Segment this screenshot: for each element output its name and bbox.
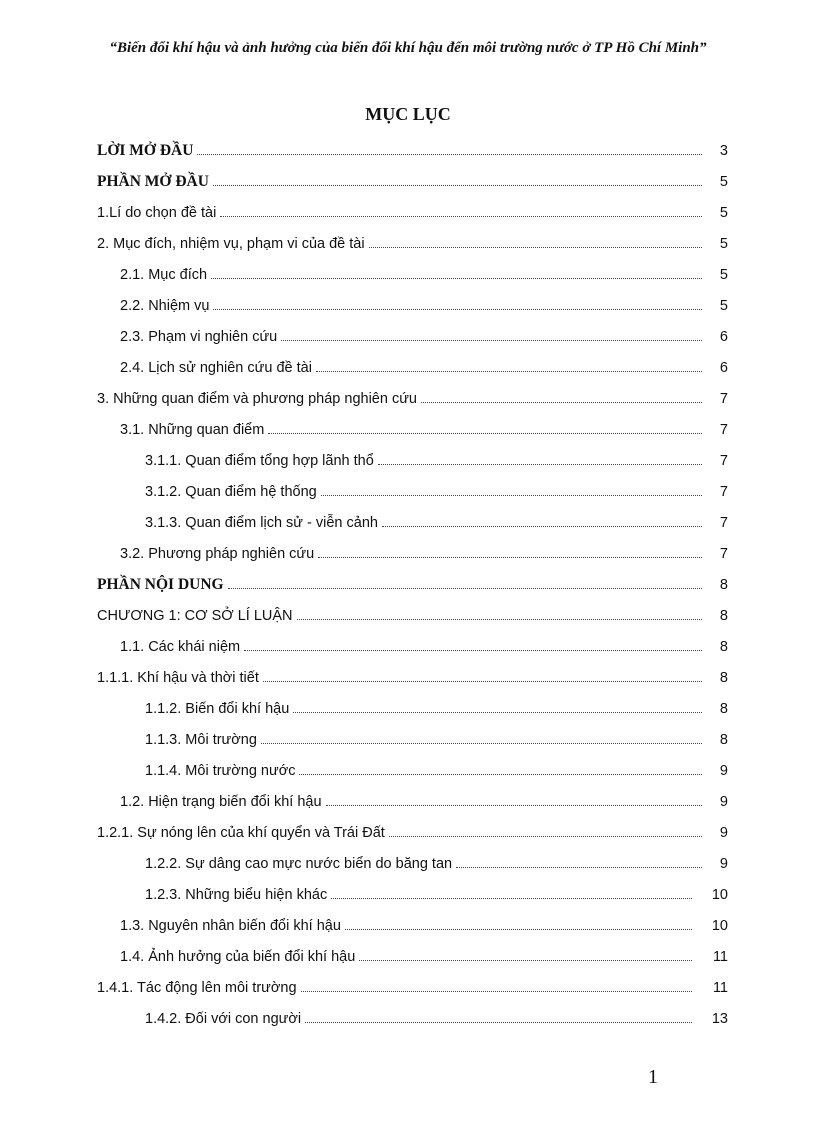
toc-entry [145,756,728,780]
toc-entry-page: 9 [719,794,728,810]
toc-entry-page: 9 [719,856,728,872]
toc-entry-page: 6 [719,360,728,376]
toc-entry-page: 7 [719,484,728,500]
toc-entry-page: 5 [719,205,728,221]
toc-entry-label: 2.3. Phạm vi nghiên cứu [120,329,278,345]
toc-leader-dots [299,774,702,775]
toc-leader-dots [318,557,702,558]
toc-entry-page: 7 [719,515,728,531]
toc-leader-dots [297,619,702,620]
toc-leader-dots [281,340,702,341]
toc-entry [145,508,728,532]
toc-entry-label: 1.4.2. Đối với con người [145,1011,302,1027]
toc-entry [97,601,728,625]
toc-leader-dots [345,929,692,930]
toc-leader-dots [261,743,702,744]
toc-entry-page: 5 [719,267,728,283]
toc-leader-dots [359,960,692,961]
toc-entry-label: 1.2. Hiện trạng biến đổi khí hậu [120,794,322,810]
toc-entry-page: 8 [719,577,728,593]
toc-entry-page: 5 [719,298,728,314]
toc-entry-page: 11 [712,949,728,965]
toc-title: MỤC LỤC [365,104,451,124]
toc-entry-label: 1.1. Các khái niệm [120,639,241,655]
toc-entry [97,570,728,594]
toc-entry-label: 3.1.3. Quan điểm lịch sử - viễn cảnh [145,515,378,531]
toc-entry-label: 1.1.4. Môi trường nước [145,763,296,779]
toc-entry-page: 7 [719,422,728,438]
toc-leader-dots [389,836,702,837]
toc-entry-label: 1.Lí do chọn đề tài [97,205,217,221]
toc-entry-label: 1.2.2. Sự dâng cao mực nước biển do băng tan [145,856,453,872]
toc-entry [97,229,728,253]
toc-entry-page: 5 [719,236,728,252]
toc-entry [97,973,728,997]
toc-leader-dots [382,526,702,527]
toc-entry [145,849,728,873]
toc-entry [97,663,728,687]
toc-entry [145,880,728,904]
toc-entry-page: 13 [711,1011,728,1027]
toc-entry [145,694,728,718]
toc-entry-label: 3.1.2. Quan điểm hệ thống [145,484,317,500]
toc-leader-dots [220,216,702,217]
toc-entry-label: 1.2.1. Sự nóng lên của khí quyển và Trái Đất [97,825,385,841]
toc-leader-dots [244,650,702,651]
toc-entry-label: 3.1.1. Quan điểm tổng hợp lãnh thổ [145,453,374,469]
toc-entry-page: 9 [719,763,728,779]
toc-entry [120,539,728,563]
toc-leader-dots [305,1022,692,1023]
toc-entry-label: PHẦN MỞ ĐẦU [97,173,209,190]
toc-entry [120,787,728,811]
toc-entry [120,322,728,346]
toc-entry-page: 8 [719,732,728,748]
toc-entry-label: 2.4. Lịch sử nghiên cứu đề tài [120,360,312,376]
toc-entry-label: CHƯƠNG 1: CƠ SỞ LÍ LUẬN [97,608,293,624]
toc-entry-page: 3 [719,143,728,159]
toc-leader-dots [213,185,702,186]
toc-entry-page: 8 [719,639,728,655]
toc-entry-label: 1.1.1. Khí hậu và thời tiết [97,670,259,686]
toc-entry-page: 8 [719,701,728,717]
toc-entry-page: 6 [719,329,728,345]
toc-entry-label: 3.2. Phương pháp nghiên cứu [120,546,315,562]
toc-entry-page: 8 [719,670,728,686]
toc-entry [120,353,728,377]
toc-entry-label: 1.1.2. Biến đổi khí hậu [145,701,290,717]
toc-leader-dots [378,464,702,465]
toc-leader-dots [228,588,702,589]
toc-entry-label: PHẦN NỘI DUNG [97,576,224,593]
toc-leader-dots [316,371,702,372]
toc-leader-dots [326,805,702,806]
toc-entry [145,477,728,501]
toc-entry [120,291,728,315]
toc-entry [97,384,728,408]
toc-leader-dots [456,867,702,868]
toc-leader-dots [301,991,692,992]
toc-entry [145,725,728,749]
toc-entry-label: 1.4.1. Tác động lên môi trường [97,980,297,996]
toc-entry-label: 1.1.3. Môi trường [145,732,257,748]
toc-entry [120,942,728,966]
toc-entry [97,136,728,160]
toc-entry-label: 1.2.3. Những biểu hiện khác [145,887,328,903]
toc-entry-page: 9 [719,825,728,841]
toc-entry [120,632,728,656]
toc-entry [120,911,728,935]
toc-entry-page: 11 [712,980,728,996]
toc-leader-dots [293,712,702,713]
toc-entry-page: 7 [719,546,728,562]
page-number: 1 [648,1066,658,1088]
toc-entry-page: 7 [719,453,728,469]
toc-entry-label: 2.1. Mục đích [120,267,208,283]
toc-entry-page: 7 [719,391,728,407]
toc-entry [97,198,728,222]
toc-leader-dots [263,681,702,682]
toc-entry-page: 10 [711,887,728,903]
toc-leader-dots [421,402,702,403]
toc-entry [145,1004,728,1028]
toc-leader-dots [197,154,702,155]
toc-leader-dots [331,898,692,899]
toc-entry-label: 2.2. Nhiệm vụ [120,298,210,314]
toc-entry-label: 1.4. Ảnh hưởng của biến đổi khí hậu [120,949,356,965]
document-header: “Biến đổi khí hậu và ảnh hưởng của biến đổi khí hậu đến môi trường nước ở TP Hồ Chí Minh” [109,40,707,56]
toc-entry [97,818,728,842]
toc-entry-label: 2. Mục đích, nhiệm vụ, phạm vi của đề tài [97,236,365,252]
toc-entry-page: 8 [719,608,728,624]
toc-leader-dots [211,278,702,279]
toc-entry-label: 3.1. Những quan điểm [120,422,265,438]
toc-entry-page: 5 [719,174,728,190]
toc-entry-label: 3. Những quan điểm và phương pháp nghiên cứu [97,391,417,407]
toc-entry-label: LỜI MỞ ĐẦU [97,142,194,159]
toc-entry [120,415,728,439]
toc-leader-dots [369,247,702,248]
toc-leader-dots [321,495,702,496]
toc-entry [145,446,728,470]
toc-entry-page: 10 [711,918,728,934]
toc-entry [120,260,728,284]
toc-leader-dots [268,433,702,434]
toc-entry [97,167,728,191]
toc-entry-label: 1.3. Nguyên nhân biến đổi khí hậu [120,918,341,934]
toc-leader-dots [213,309,702,310]
